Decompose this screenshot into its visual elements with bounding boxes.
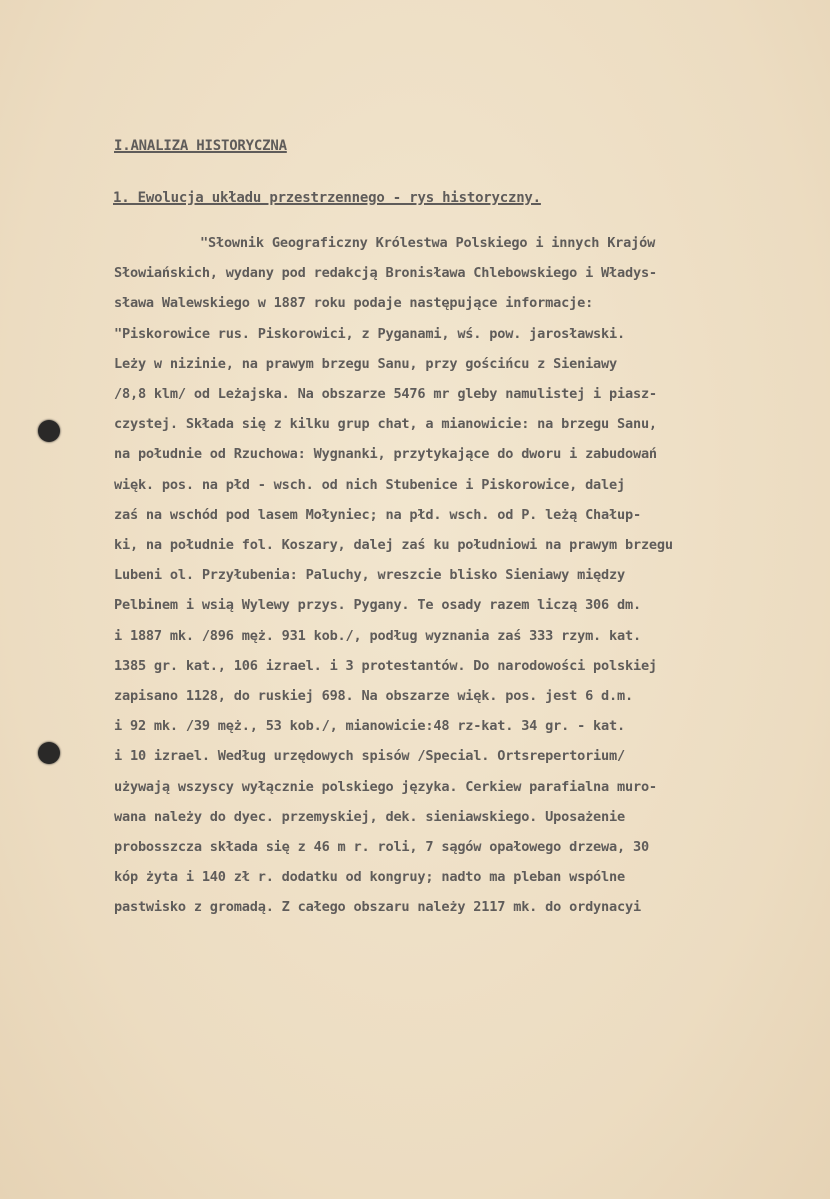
text-line: zaś na wschód pod lasem Mołyniec; na płd. wsch. od P. leżą Chałup-: [114, 506, 641, 523]
text-line: Pelbinem i wsią Wylewy przys. Pygany. Te osady razem liczą 306 dm.: [114, 597, 641, 614]
text-line: Leży w nizinie, na prawym brzegu Sanu, przy gościńcu z Sieniawy: [114, 355, 618, 372]
text-line: kóp żyta i 140 zł r. dodatku od kongruy; nadto ma pleban wspólne: [114, 869, 625, 886]
subsection-title: 1. Ewolucja układu przestrzennego - rys historyczny.: [113, 190, 541, 206]
text-line: ki, na południe fol. Koszary, dalej zaś ku południowi na prawym brzegu: [114, 537, 673, 554]
text-line: Lubeni ol. Przyłubenia: Paluchy, wreszcie blisko Sieniawy między: [114, 567, 625, 584]
text-line: 1385 gr. kat., 106 izrael. i 3 protestantów. Do narodowości polskiej: [114, 657, 657, 674]
text-line: czystej. Składa się z kilku grup chat, a mianowicie: na brzegu Sanu,: [114, 416, 657, 433]
text-line: "Piskorowice rus. Piskorowici, z Pyganami, wś. pow. jarosławski.: [114, 325, 625, 342]
text-line: więk. pos. na płd - wsch. od nich Stubenice i Piskorowice, dalej: [114, 476, 625, 493]
text-line: zapisano 1128, do ruskiej 698. Na obszarze więk. pos. jest 6 d.m.: [114, 688, 633, 705]
punch-hole-upper: [38, 420, 60, 442]
text-line: i 10 izrael. Według urzędowych spisów /Special. Ortsrepertorium/: [114, 748, 625, 765]
text-line: probosszcza składa się z 46 m r. roli, 7 sągów opałowego drzewa, 30: [114, 839, 649, 856]
text-line: pastwisko z gromadą. Z całego obszaru należy 2117 mk. do ordynacyi: [114, 899, 641, 916]
section-title: I.ANALIZA HISTORYCZNA: [114, 138, 287, 154]
text-line: Słowiańskich, wydany pod redakcją Bronisława Chlebowskiego i Władys-: [114, 265, 657, 282]
text-line: wana należy do dyec. przemyskiej, dek. sieniawskiego. Uposażenie: [114, 808, 625, 825]
punch-hole-lower: [38, 742, 60, 764]
text-line: na południe od Rzuchowa: Wygnanki, przytykające do dworu i zabudowań: [114, 446, 657, 463]
text-line: używają wszyscy wyłącznie polskiego języka. Cerkiew parafialna muro-: [114, 778, 657, 795]
text-line: i 92 mk. /39 męż., 53 kob./, mianowicie:48 rz-kat. 34 gr. - kat.: [114, 718, 625, 735]
text-line: i 1887 mk. /896 męż. 931 kob./, podług wyznania zaś 333 rzym. kat.: [114, 627, 641, 644]
text-line: "Słownik Geograficzny Królestwa Polskiego i innych Krajów: [200, 235, 656, 251]
text-line: sława Walewskiego w 1887 roku podaje następujące informacje:: [114, 295, 594, 312]
body-text: [114, 228, 814, 923]
text-line: /8,8 klm/ od Leżajska. Na obszarze 5476 mr gleby namulistej i piasz-: [114, 386, 657, 403]
